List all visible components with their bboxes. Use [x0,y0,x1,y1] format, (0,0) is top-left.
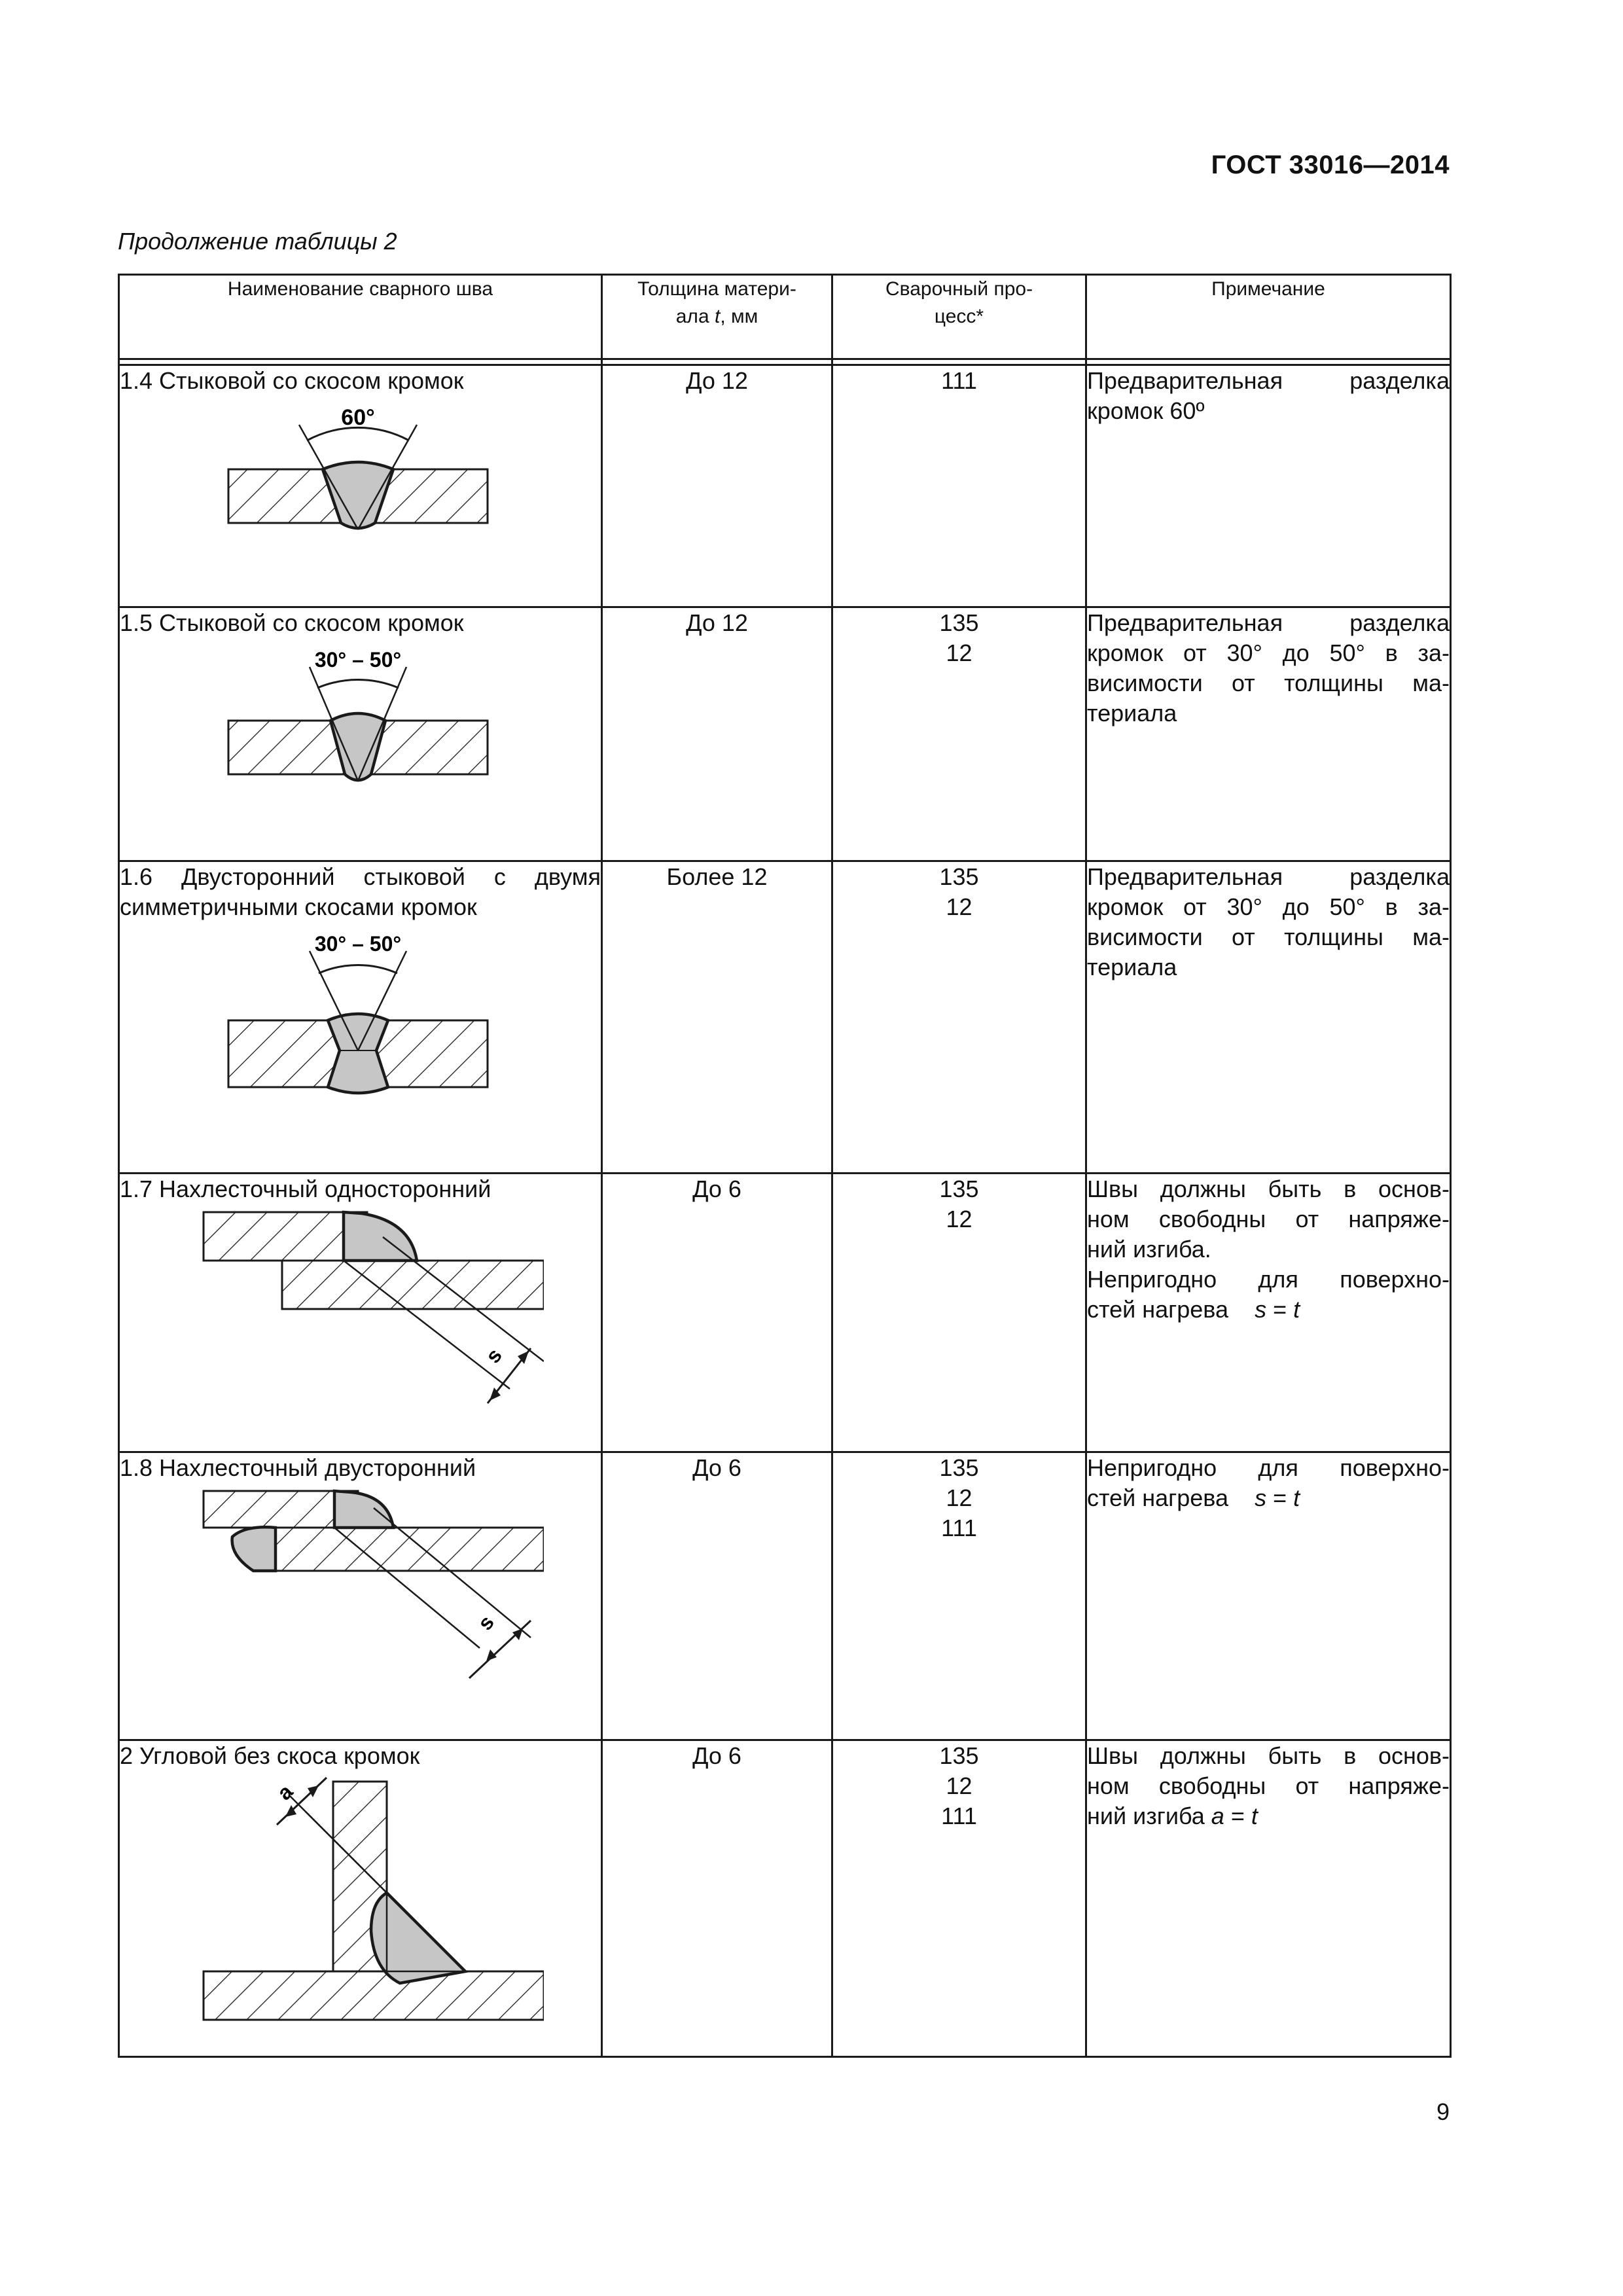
row-process [832,1740,1086,2057]
weld-figure-1-6 [223,925,498,1115]
note-line: Непригодно для поверхно- [1087,1454,1450,1481]
weld-figure-1-8 [177,1486,544,1682]
row-process [832,1174,1086,1452]
weld-figure-1-4 [223,399,498,556]
row-process [832,607,1086,861]
row-thickness: До 12 [602,607,832,861]
header-thickness [602,275,832,359]
row-name-cell [119,365,602,607]
note-line: кромок от 30° до 50° в за- [1087,893,1450,920]
weld-figure-2 [177,1774,544,2029]
weld-figure-1-7 [177,1207,544,1423]
header-thickness-var: t [714,306,721,327]
process-code: 111 [941,367,977,394]
note-line-last [1087,1801,1450,1831]
note-line: Непригодно для поверхно- [1087,1266,1450,1293]
process-code: 12 [946,1206,972,1232]
table-caption: Продолжение таблицы 2 [118,228,397,255]
note-text: стей нагрева [1087,1484,1229,1511]
process-code: 12 [946,639,972,666]
row-thickness: До 6 [602,1174,832,1452]
table-row [119,1174,1451,1452]
note-line: териала [1087,700,1177,726]
dimension-label: s [480,1344,507,1368]
table-row [119,1452,1451,1740]
table-row [119,365,1451,607]
formula-val: t [1293,1296,1300,1323]
note-line: Предварительная разделка [1087,367,1450,394]
row-name: 2 Угловой без скоса кромок [120,1742,420,1769]
formula-val: t [1293,1484,1300,1511]
row-name-cell [119,1174,602,1452]
note-line: Предварительная разделка [1087,863,1450,890]
table-row [119,1740,1451,2057]
header-thickness-line2b: , мм [720,306,758,327]
row-note [1086,1174,1451,1452]
note-line: кромок 60º [1087,397,1205,424]
table-row [119,861,1451,1174]
header-process [832,275,1086,359]
process-code: 111 [941,1515,977,1541]
row-note [1086,607,1451,861]
note-line: висимости от толщины ма- [1087,670,1450,696]
header-process-line2: цесс* [934,306,984,327]
weld-figure-1-5 [223,641,498,804]
note-line: Предварительная разделка [1087,609,1450,636]
formula-val: t [1251,1803,1258,1829]
dimension-label: a [272,1780,297,1805]
process-code: 135 [939,609,979,636]
note-line: ний изгиба. [1087,1236,1211,1263]
process-code: 12 [946,1772,972,1799]
formula-var: s [1255,1484,1267,1511]
row-name: 1.8 Нахлесточный двусторонний [120,1454,476,1481]
row-thickness: До 12 [602,365,832,607]
process-code: 111 [941,1803,977,1829]
table-row [119,607,1451,861]
header-thickness-line2a: ала [675,306,715,327]
row-note [1086,365,1451,607]
row-thickness: Более 12 [602,861,832,1174]
header-thickness-line1: Толщина матери- [637,278,796,300]
note-line-last [1087,1483,1450,1513]
note-text: ний изгиба [1087,1803,1205,1829]
process-code: 135 [939,1175,979,1202]
dimension-label: s [473,1611,499,1635]
row-note [1086,861,1451,1174]
row-process [832,1452,1086,1740]
row-name: 1.5 Стыковой со скосом кромок [120,609,464,636]
process-code: 12 [946,893,972,920]
note-line: Швы должны быть в основ- [1087,1742,1450,1769]
row-name: 1.7 Нахлесточный односторонний [120,1175,491,1202]
formula-var: s [1255,1296,1267,1323]
process-code: 135 [939,1454,979,1481]
formula-eq: = [1266,1296,1294,1323]
row-note [1086,1740,1451,2057]
row-process [832,365,1086,607]
note-line: кромок от 30° до 50° в за- [1087,639,1450,666]
row-name-cell [119,1452,602,1740]
document-code: ГОСТ 33016—2014 [1211,151,1450,179]
note-line-last [1087,1295,1450,1325]
header-process-line1: Сварочный про- [885,278,1033,300]
table-header-row [119,275,1451,359]
row-name-cell [119,861,602,1174]
note-line: висимости от толщины ма- [1087,924,1450,950]
row-name-cell [119,607,602,861]
formula-eq: = [1266,1484,1294,1511]
process-code: 135 [939,863,979,890]
note-line: ном свободны от напряже- [1087,1772,1450,1799]
angle-label: 30° – 50° [314,932,401,956]
header-separator [119,359,1451,365]
angle-label: 30° – 50° [314,648,401,672]
process-code: 135 [939,1742,979,1769]
row-name: 1.4 Стыковой со скосом кромок [120,367,464,394]
formula-var: a [1211,1803,1224,1829]
row-thickness: До 6 [602,1452,832,1740]
weld-table [118,274,1452,2058]
process-code: 12 [946,1484,972,1511]
row-process [832,861,1086,1174]
note-line: ном свободны от напряже- [1087,1206,1450,1232]
note-line: Швы должны быть в основ- [1087,1175,1450,1202]
row-name: 1.6 Двусторонний стыковой с двумя симметричными скосами кромок [120,863,601,920]
row-note [1086,1452,1451,1740]
note-line: териала [1087,954,1177,980]
header-name: Наименование сварного шва [119,275,602,359]
page-number: 9 [1436,2098,1450,2125]
header-note: Примечание [1086,275,1451,359]
row-name-cell [119,1740,602,2057]
note-text: стей нагрева [1087,1296,1229,1323]
formula-eq: = [1224,1803,1251,1829]
angle-label: 60° [340,405,375,430]
row-thickness: До 6 [602,1740,832,2057]
